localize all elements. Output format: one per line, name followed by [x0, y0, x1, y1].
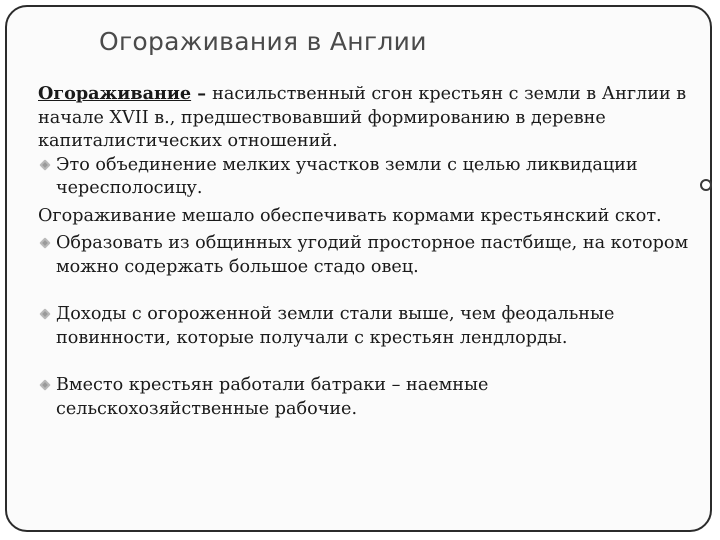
definition-text: насильственный сгон крестьян с земли в Англии в начале XVII в., предшествовавший формированию в деревне капиталистических отношений. [38, 84, 687, 151]
bullet-item-laborers [38, 374, 706, 421]
bullet-item-merge-plots [38, 154, 706, 201]
slide-frame [5, 5, 712, 532]
bullet-diamond-icon [39, 237, 50, 248]
bullet-diamond-icon [39, 308, 50, 319]
bullet-diamond-icon [39, 159, 50, 170]
definition-paragraph [38, 82, 706, 154]
bullet-text: Это объединение мелких участков земли с целью ликвидации чересполосицу. [56, 154, 638, 198]
bullet-text: Образовать из общинных угодий просторное пастбище, на котором можно содержать большое стадо овец. [56, 233, 689, 277]
bullet-item-pasture [38, 232, 706, 279]
spacer [38, 279, 706, 303]
slide-title: Огораживания в Англии [99, 27, 427, 56]
bullet-text: Вместо крестьян работали батраки – наемные сельскохозяйственные рабочие. [56, 375, 489, 419]
bullet-diamond-icon [39, 379, 50, 390]
slide-body [38, 82, 706, 421]
spacer [38, 350, 706, 374]
frame-ring-ornament [700, 179, 712, 191]
bullet-item-income [38, 303, 706, 350]
definition-term: Огораживание [38, 83, 192, 104]
fodder-paragraph: Огораживание мешало обеспечивать кормами крестьянский скот. [38, 205, 662, 226]
definition-dash: – [191, 83, 213, 104]
bullet-text: Доходы с огороженной земли стали выше, чем феодальные повинности, которые получали с крестьян лендлорды. [56, 304, 615, 348]
